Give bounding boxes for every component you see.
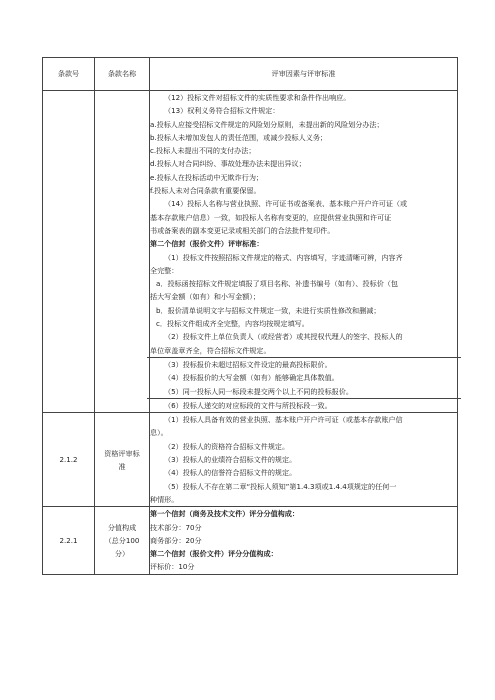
criteria-line: 第一个信封（商务及技术文件）评分分值构成： <box>150 509 299 519</box>
criteria-line: （12）投标文件对招标文件的实质性要求和条件作出响应。 <box>164 93 351 102</box>
cell-score-composition <box>150 507 458 574</box>
criteria-line: （4）投标人的信誉符合招标文件的规定。 <box>164 468 297 478</box>
criteria-line: a．投标函按招标文件规定填报了项目名称、补遗书编号（如有）、投标价（包 <box>156 279 398 289</box>
evaluation-criteria-table <box>42 57 458 575</box>
clause-name-line: 准 <box>118 461 126 471</box>
table-header-row <box>43 58 458 91</box>
criteria-line: （5）同一投标人同一标段未提交两个以上不同的投标报价。 <box>164 386 353 396</box>
cell-clause-no: 2.1.2 <box>43 413 95 507</box>
cell-clause-no-empty <box>43 91 95 413</box>
criteria-line: （6）投标人递交的对应标段的文件与所投标段一致。 <box>164 400 332 410</box>
criteria-line: d.投标人对合同纠纷、事故处理办法未提出异议； <box>150 159 306 169</box>
criteria-line: （3）投标人的业绩符合招标文件的规定。 <box>164 455 297 465</box>
criteria-line: 书或备案表的副本变更记录或相关部门的合法批件复印件。 <box>150 225 335 235</box>
clause-name-line: 分值构成 <box>107 522 137 532</box>
cell-criteria-continued <box>150 91 458 413</box>
criteria-line: b．报价清单说明文字与招标文件规定一致，未进行实质性修改和删减； <box>156 305 381 315</box>
criteria-line: e.投标人在投标活动中无欺诈行为； <box>150 172 264 182</box>
criteria-line: （14）投标人名称与营业执照、许可证书或备案表、基本账户开户许可证（或 <box>164 199 408 209</box>
criteria-line: 息）。 <box>150 428 168 438</box>
cell-clause-name-empty <box>95 91 150 413</box>
criteria-line: f.投标人未对合同条款有重要保留。 <box>150 186 261 196</box>
criteria-line: 种情形。 <box>150 494 179 504</box>
criteria-line: 技术部分：70分 <box>150 522 202 532</box>
table-row-2-1-2 <box>43 413 458 507</box>
criteria-line: a.投标人应接受招标文件规定的风险划分原则，未提出新的风险划分办法； <box>150 119 384 129</box>
criteria-line: （5）投标人不存在第二章“投标人须知”第1.4.3项或1.4.4项规定的任何一 <box>164 481 397 491</box>
criteria-line: （4）投标报价的大写金额（如有）能够确定具体数值。 <box>164 373 339 383</box>
criteria-line: 单位章盖章齐全，符合招标文件规定。 <box>150 345 271 355</box>
criteria-line: （1）投标人具备有效的营业执照、基本账户开户许可证（或基本存款账户信 <box>164 415 403 425</box>
table-row-2-2-1 <box>43 507 458 574</box>
table-row-continued-criteria <box>43 91 458 413</box>
clause-name-line: （总分100 <box>104 535 140 545</box>
criteria-line: 基本存款账户信息）一致，如投标人名称有变更的，应提供营业执照和许可证 <box>150 212 392 222</box>
cell-qualification-criteria <box>150 413 458 507</box>
criteria-line: （2）投标文件上单位负责人（或经营者）或其授权代理人的签字、投标人的 <box>164 332 403 342</box>
criteria-line: c．投标文件组成齐全完整，内容均按规定填写。 <box>156 319 309 329</box>
header-clause-name: 条款名称 <box>95 58 150 91</box>
criteria-line: 第二个信封（报价文件）评审标准： <box>150 239 264 249</box>
cell-clause-name <box>95 507 150 574</box>
criteria-line: 第二个信封（报价文件）评分分值构成： <box>150 549 278 559</box>
criteria-line: 括大写金额（如有）和小写金额）； <box>150 292 260 302</box>
criteria-line: 商务部分：20分 <box>150 535 202 545</box>
criteria-line: c.投标人未提出不同的支付办法； <box>150 146 256 156</box>
header-criteria: 评审因素与评审标准 <box>150 58 458 91</box>
criteria-line: （13）权利义务符合招标文件规定： <box>164 106 280 116</box>
criteria-line: （1）投标文件按照招标文件规定的格式、内容填写，字迹清晰可辨，内容齐 <box>164 252 403 262</box>
header-clause-no: 条款号 <box>43 58 95 91</box>
criteria-line: 全完整： <box>150 265 179 275</box>
clause-name-line: 资格评审标 <box>104 448 140 458</box>
criteria-line: 评标价：10分 <box>150 562 195 572</box>
cell-clause-name <box>95 413 150 507</box>
cell-clause-no: 2.2.1 <box>43 507 95 574</box>
criteria-line: b.投标人未增加发包人的责任范围，或减少投标人义务； <box>150 132 328 142</box>
criteria-line: （2）投标人的资格符合招标文件规定。 <box>164 441 290 451</box>
clause-name-line: 分） <box>114 548 130 558</box>
criteria-line: （3）投标报价未超过招标文件设定的最高投标限价。 <box>164 359 332 369</box>
